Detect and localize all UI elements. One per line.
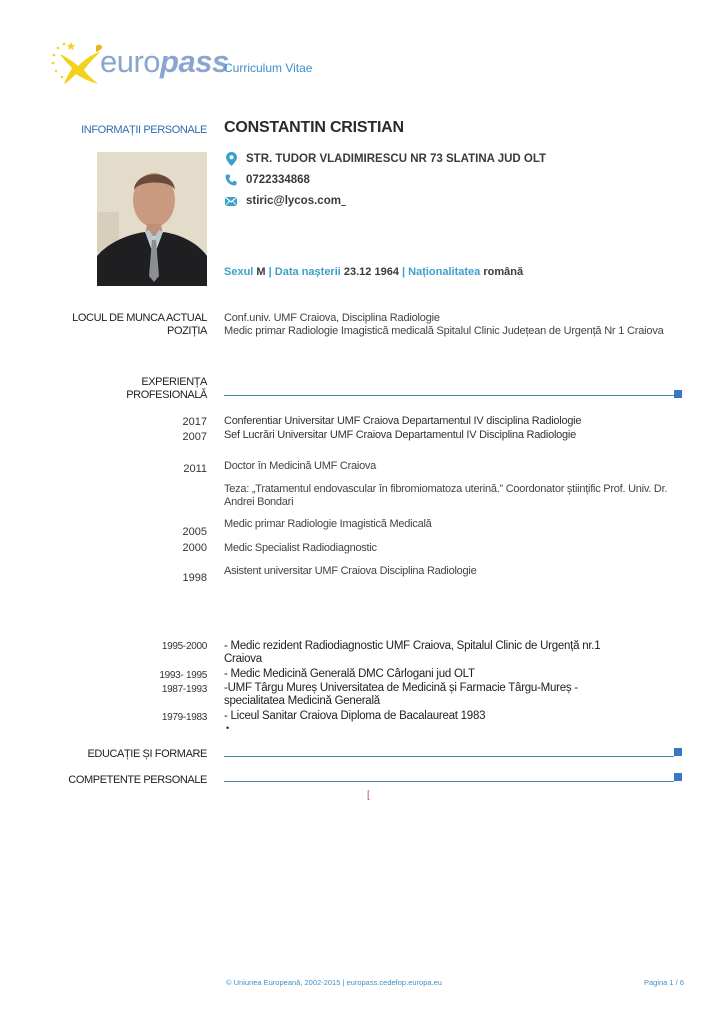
section-marker-skills (674, 773, 682, 781)
entry-text: -UMF Târgu Mureș Universitatea de Medicină și Farmacie Târgu-Mureș - specialitatea Medicină Generală (224, 682, 578, 707)
section-marker-education (674, 748, 682, 756)
entry-text: Sef Lucrări Universitar UMF Craiova Departamentul IV Disciplina Radiologie (224, 429, 576, 441)
entry-text: Doctor în Medicină UMF Craiova (224, 460, 377, 472)
current-job-line2: Medic primar Radiologie Imagistică medicală Spitalul Clinic Județean de Urgență Nr 1 Craiova (224, 325, 664, 337)
entry-year: 2017 (182, 416, 207, 428)
europass-logo (50, 40, 229, 88)
entry-text: - Medic rezident Radiodiagnostic UMF Craiova, Spitalul Clinic de Urgență nr.1 Craiova (224, 640, 601, 665)
person-portrait-icon (97, 152, 207, 286)
section-label-experience: EXPERIENȚA PROFESIONALĂ (126, 376, 207, 401)
entry-text: Teza: „Tratamentul endovascular în fibromiomatoza uterină.” Coordonator științific Prof. Univ. Dr. Andrei Bondari (224, 483, 668, 508)
entry-year: 1979-1983 (161, 712, 207, 723)
entry-year: 2011 (183, 463, 207, 475)
current-job-line1: Conf.univ. UMF Craiova, Disciplina Radiologie (224, 312, 440, 324)
entry-text: Asistent universitar UMF Craiova Disciplina Radiologie (224, 565, 477, 577)
location-pin-icon (224, 152, 238, 166)
email-row[interactable] (224, 194, 346, 208)
email-link[interactable]: stiric@lycos.com (246, 194, 341, 207)
phone-text: 0722334868 (246, 174, 310, 186)
envelope-icon (224, 194, 238, 208)
section-label-personal-info: INFORMAȚII PERSONALE (81, 124, 207, 136)
entry-text: - Liceul Sanitar Craiova Diploma de Bacalaureat 1983 (224, 710, 486, 722)
phone-icon (224, 173, 238, 187)
europass-wordmark: europass (100, 44, 229, 79)
demographics-line: Sexul M | Data nașterii 23.12 1964 | Naționalitatea română (224, 266, 524, 278)
footer-page-number: Pagina 1 / 6 (643, 978, 684, 987)
entry-text: Conferentiar Universitar UMF Craiova Departamentul IV disciplina Radiologie (224, 415, 582, 427)
entry-text: - Medic Medicină Generală DMC Cârlogani jud OLT (224, 668, 475, 680)
phone-row (224, 173, 310, 187)
address-text: STR. TUDOR VLADIMIRESCU NR 73 SLATINA JUD OLT (246, 153, 547, 165)
profile-photo (97, 152, 207, 286)
section-divider-education (224, 756, 674, 757)
address-row (224, 152, 546, 166)
entry-year: 1987-1993 (161, 684, 207, 695)
section-divider-skills (224, 781, 674, 782)
entry-year: 1995-2000 (161, 641, 207, 652)
section-divider-experience (224, 395, 674, 396)
footer-copyright: © Uniunea Europeană, 2002-2015 | europass.cedefop.europa.eu (226, 978, 442, 987)
document-title: Curriculum Vitae (224, 61, 313, 75)
bullet-mark: • (226, 723, 229, 733)
current-job-details (224, 312, 674, 338)
section-label-skills: COMPETENTE PERSONALE (68, 774, 207, 786)
entry-year: 1993- 1995 (159, 670, 207, 681)
section-marker-experience (674, 390, 682, 398)
person-name: CONSTANTIN CRISTIAN (224, 119, 404, 136)
stray-bracket-mark: [ (367, 790, 370, 801)
section-label-education: EDUCAȚIE ȘI FORMARE (87, 748, 207, 760)
entry-year: 2000 (182, 542, 207, 554)
section-label-current-job: LOCUL DE MUNCA ACTUAL POZIȚIA (72, 312, 207, 337)
entry-year: 1998 (182, 572, 207, 584)
entry-text: Medic Specialist Radiodiagnostic (224, 542, 377, 554)
entry-year: 2007 (182, 431, 207, 443)
entry-year: 2005 (182, 526, 207, 538)
entry-text: Medic primar Radiologie Imagistică Medicală (224, 518, 432, 530)
europass-star-figure-icon (50, 40, 106, 88)
